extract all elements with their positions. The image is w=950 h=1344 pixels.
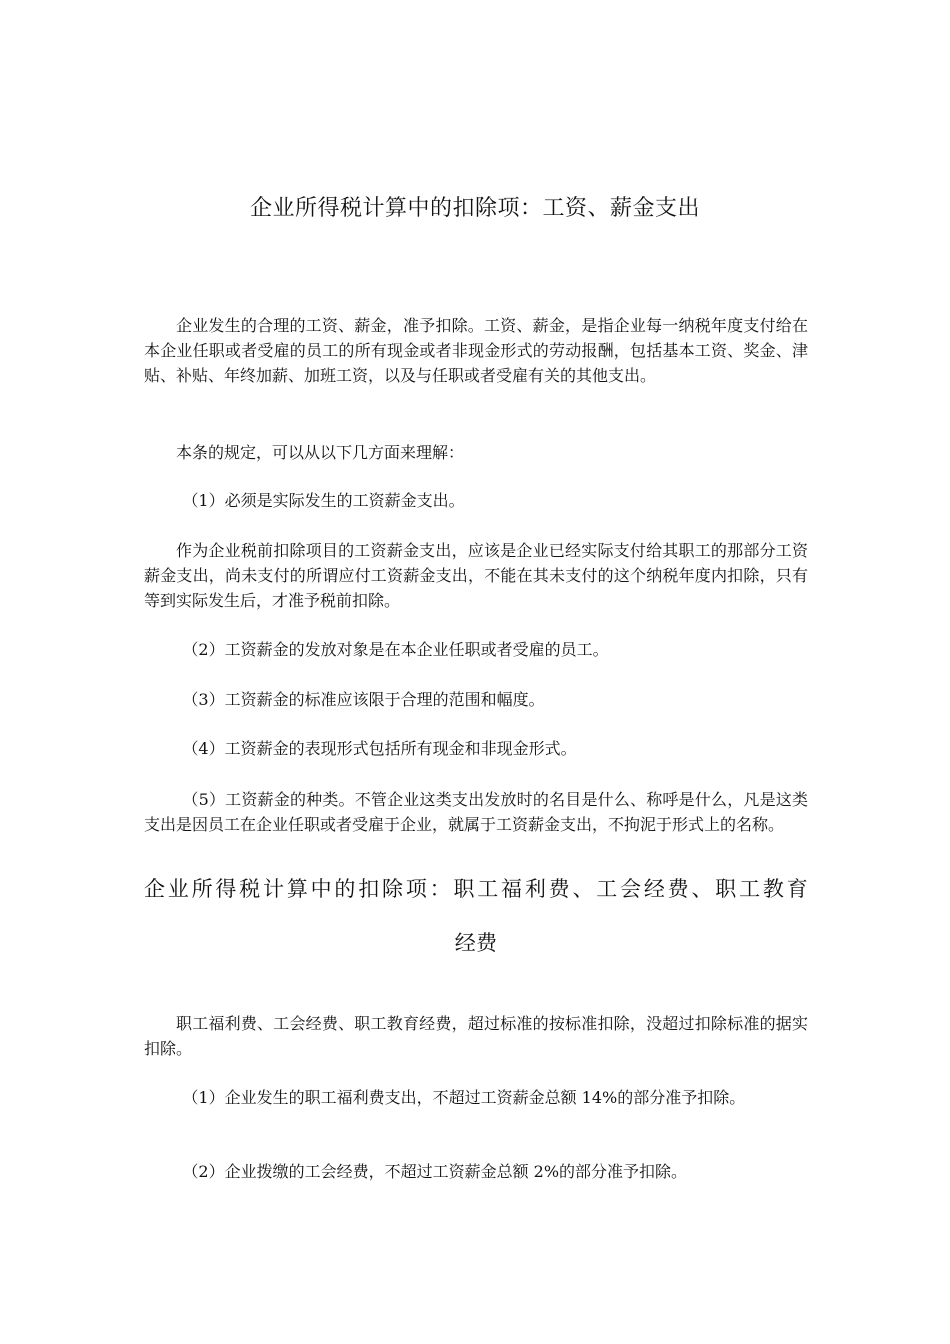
section1-list-item: （5）工资薪金的种类。不管企业这类支出发放时的名目是什么、称呼是什么，凡是这类支出是因员工在企业任职或者受雇于企业，就属于工资薪金支出，不拘泥于形式上的名称。 [144,790,808,834]
section1-list-item: （2）工资薪金的发放对象是在本企业任职或者受雇的员工。 [182,640,609,659]
section1-paragraph: 本条的规定，可以从以下几方面来理解： [176,443,465,462]
section1-para-8-block [144,787,808,837]
section1-para-4-block [144,538,808,613]
section2-list-item: （1）企业发生的职工福利费支出，不超过工资薪金总额 14%的部分准予扣除。 [182,1088,746,1107]
section1-para-2-block [144,440,808,465]
section2-para-1-block [144,1011,808,1061]
section1-para-3-block [144,488,808,513]
section2-title-line1: 企业所得税计算中的扣除项：职工福利费、工会经费、职工教育 [144,877,808,901]
section2-title [144,866,808,966]
section1-para-5-block [144,637,808,662]
section2-para-3-block [144,1159,808,1184]
section2-paragraph: 职工福利费、工会经费、职工教育经费，超过标准的按标准扣除，没超过扣除标准的据实扣除。 [144,1014,808,1058]
section1-para-7-block [144,736,808,761]
section2-title-line2: 经费 [454,931,498,955]
section2-para-2-block [144,1085,808,1110]
section1-list-item: （4）工资薪金的表现形式包括所有现金和非现金形式。 [182,739,577,758]
section1-paragraph: 企业发生的合理的工资、薪金，准予扣除。工资、薪金，是指企业每一纳税年度支付给在本企业任职或者受雇的员工的所有现金或者非现金形式的劳动报酬，包括基本工资、奖金、津贴、补贴、年终加薪、加班工资，以及与任职或者受雇有关的其他支出。 [144,316,808,385]
section1-para-6-block [144,687,808,712]
section1-paragraph: 作为企业税前扣除项目的工资薪金支出，应该是企业已经实际支付给其职工的那部分工资薪金支出，尚未支付的所谓应付工资薪金支出，不能在其未支付的这个纳税年度内扣除，只有等到实际发生后，才准予税前扣除。 [144,541,808,610]
section1-title: 企业所得税计算中的扣除项：工资、薪金支出 [249,196,700,221]
section1-para-1-block [144,313,808,388]
section1-list-item: （3）工资薪金的标准应该限于合理的范围和幅度。 [182,690,545,709]
section1-list-item: （1）必须是实际发生的工资薪金支出。 [182,491,465,510]
section2-list-item: （2）企业拨缴的工会经费，不超过工资薪金总额 2%的部分准予扣除。 [182,1162,688,1181]
